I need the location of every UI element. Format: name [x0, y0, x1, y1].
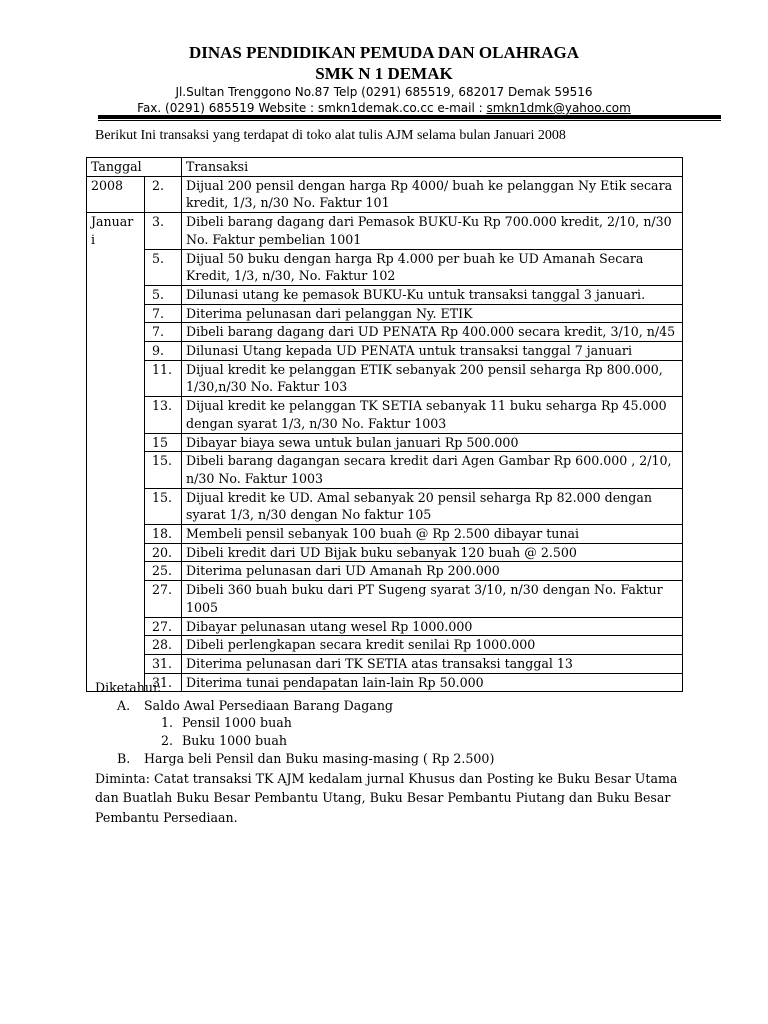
transaction-cell: Dijual kredit ke UD. Amal sebanyak 20 pensil seharga Rp 82.000 dengan syarat 1/3, n/30 dengan No faktur 105 — [182, 488, 683, 524]
table-row — [87, 397, 683, 433]
transaction-cell: Dijual 50 buku dengan harga Rp 4.000 per buah ke UD Amanah Secara Kredit, 1/3, n/30, No. Faktur 102 — [182, 249, 683, 285]
day-cell: 15. — [145, 452, 182, 488]
table-row — [87, 304, 683, 323]
day-cell: 9. — [145, 342, 182, 361]
transaction-cell: Dibayar biaya sewa untuk bulan januari Rp 500.000 — [182, 433, 683, 452]
note-b — [95, 750, 685, 768]
transaction-cell: Membeli pensil sebanyak 100 buah @ Rp 2.500 dibayar tunai — [182, 525, 683, 544]
day-cell: 27. — [145, 581, 182, 617]
table-row — [87, 654, 683, 673]
transaction-cell: Dilunasi Utang kepada UD PENATA untuk transaksi tanggal 7 januari — [182, 342, 683, 361]
transaction-cell: Dijual kredit ke pelanggan ETIK sebanyak 200 pensil seharga Rp 800.000, 1/30,n/30 No. Faktur 103 — [182, 360, 683, 396]
transaction-table — [86, 157, 683, 692]
table-row — [87, 636, 683, 655]
day-cell: 20. — [145, 543, 182, 562]
contact-line — [0, 100, 768, 116]
transaction-cell: Dibeli kredit dari UD Bijak buku sebanyak 120 buah @ 2.500 — [182, 543, 683, 562]
contact-text: Fax. (0291) 685519 Website : smkn1demak.co.cc e-mail : — [137, 101, 487, 115]
transaction-cell: Dijual 200 pensil dengan harga Rp 4000/ buah ke pelanggan Ny Etik secara kredit, 1/3, n/30 No. Faktur 101 — [182, 176, 683, 212]
transaction-cell: Diterima tunai pendapatan lain-lain Rp 50.000 — [182, 673, 683, 692]
note-a — [95, 697, 685, 715]
note-item-text: Buku 1000 buah — [182, 733, 287, 749]
notes-section — [95, 679, 685, 827]
day-cell: 31. — [145, 654, 182, 673]
day-cell: 11. — [145, 360, 182, 396]
note-item-text: Pensil 1000 buah — [182, 715, 292, 731]
transaction-header: Transaksi — [182, 158, 683, 177]
table-row — [87, 323, 683, 342]
note-a-marker: A. — [117, 697, 131, 713]
letterhead — [0, 42, 768, 116]
day-cell: 13. — [145, 397, 182, 433]
day-cell: 2. — [145, 176, 182, 212]
day-cell: 15 — [145, 433, 182, 452]
transaction-cell: Dijual kredit ke pelanggan TK SETIA sebanyak 11 buku seharga Rp 45.000 dengan syarat 1/3, n/30 No. Faktur 1003 — [182, 397, 683, 433]
table-row — [87, 543, 683, 562]
header-rule-thin — [98, 120, 721, 121]
day-cell: 15. — [145, 488, 182, 524]
transaction-cell: Diterima pelunasan dari TK SETIA atas transaksi tanggal 13 — [182, 654, 683, 673]
table-row — [87, 176, 683, 212]
transaction-cell: Dibeli barang dagang dari UD PENATA Rp 400.000 secara kredit, 3/10, n/45 — [182, 323, 683, 342]
transaction-cell: Dibeli 360 buah buku dari PT Sugeng syarat 3/10, n/30 dengan No. Faktur 1005 — [182, 581, 683, 617]
table-row — [87, 433, 683, 452]
month-cell: Januar i — [87, 213, 145, 692]
transaction-cell: Dibeli barang dagangan secara kredit dari Agen Gambar Rp 600.000 , 2/10, n/30 No. Faktur 1003 — [182, 452, 683, 488]
note-b-marker: B. — [117, 750, 131, 766]
day-cell: 25. — [145, 562, 182, 581]
table-row — [87, 581, 683, 617]
note-b-text: Harga beli Pensil dan Buku masing-masing ( Rp 2.500) — [144, 750, 495, 766]
day-cell: 5. — [145, 285, 182, 304]
transaction-cell: Dibeli barang dagang dari Pemasok BUKU-Ku Rp 700.000 kredit, 2/10, n/30 No. Faktur pembelian 1001 — [182, 213, 683, 249]
year-cell: 2008 — [87, 176, 145, 212]
table-header-row — [87, 158, 683, 177]
note-item — [95, 732, 685, 750]
intro-text: Berikut Ini transaksi yang terdapat di toko alat tulis AJM selama bulan Januari 2008 — [95, 128, 566, 143]
transaction-cell: Dilunasi utang ke pemasok BUKU-Ku untuk transaksi tanggal 3 januari. — [182, 285, 683, 304]
note-item-marker: 2. — [161, 733, 174, 749]
table-row — [87, 360, 683, 396]
address-line: Jl.Sultan Trenggono No.87 Telp (0291) 685519, 682017 Demak 59516 — [175, 85, 593, 99]
table-row — [87, 342, 683, 361]
day-cell: 7. — [145, 304, 182, 323]
day-cell: 7. — [145, 323, 182, 342]
date-header: Tanggal — [87, 158, 182, 177]
day-cell: 18. — [145, 525, 182, 544]
table-row — [87, 562, 683, 581]
table-row — [87, 617, 683, 636]
note-item-marker: 1. — [161, 715, 174, 731]
known-label: Diketahui: — [95, 680, 162, 695]
school-name: SMK N 1 DEMAK — [315, 64, 453, 83]
table-row — [87, 285, 683, 304]
day-cell: 28. — [145, 636, 182, 655]
table-row — [87, 452, 683, 488]
note-a-text: Saldo Awal Persediaan Barang Dagang — [144, 697, 393, 713]
transaction-cell: Dibayar pelunasan utang wesel Rp 1000.000 — [182, 617, 683, 636]
transaction-cell: Diterima pelunasan dari pelanggan Ny. ETIK — [182, 304, 683, 323]
note-item — [95, 714, 685, 732]
day-cell: 5. — [145, 249, 182, 285]
table-row — [87, 249, 683, 285]
day-cell: 31. — [145, 673, 182, 692]
table-row — [87, 213, 683, 249]
transaction-cell: Dibeli perlengkapan secara kredit senilai Rp 1000.000 — [182, 636, 683, 655]
transaction-cell: Diterima pelunasan dari UD Amanah Rp 200.000 — [182, 562, 683, 581]
agency-title: DINAS PENDIDIKAN PEMUDA DAN OLAHRAGA — [188, 43, 580, 62]
table-row — [87, 525, 683, 544]
email-link[interactable]: smkn1dmk@yahoo.com — [486, 101, 631, 115]
day-cell: 27. — [145, 617, 182, 636]
day-cell: 3. — [145, 213, 182, 249]
task-instruction: Diminta: Catat transaksi TK AJM kedalam jurnal Khusus dan Posting ke Buku Besar Utama dan Buatlah Buku Besar Pembantu Utang, Buku Besar Pembantu Piutang dan Buku Besar Pembantu Persediaan. — [95, 770, 678, 825]
header-rule-thick — [98, 115, 721, 119]
table-row — [87, 488, 683, 524]
